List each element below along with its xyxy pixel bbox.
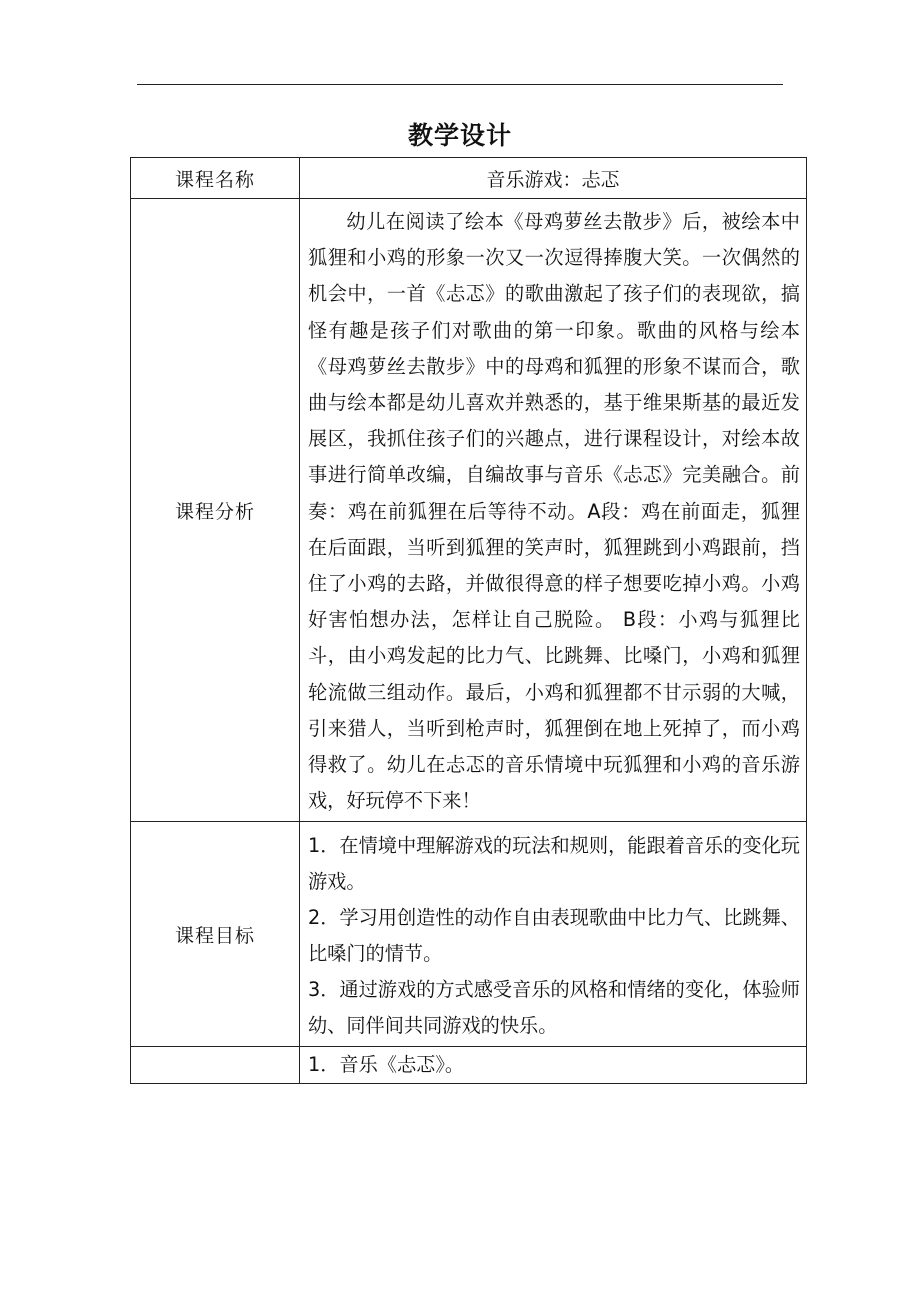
course-goals-list bbox=[300, 822, 806, 1046]
course-materials-cell bbox=[300, 1047, 807, 1084]
course-goals-label: 课程目标 bbox=[131, 822, 300, 1047]
course-materials-row bbox=[131, 1047, 807, 1084]
goal-item: 1．在情境中理解游戏的玩法和规则，能跟着音乐的变化玩游戏。 bbox=[308, 834, 800, 894]
course-goals-row bbox=[131, 822, 807, 1047]
document-title: 教学设计 bbox=[407, 121, 512, 150]
course-name-value: 音乐游戏：忐忑 bbox=[300, 158, 807, 199]
course-analysis-row bbox=[131, 199, 807, 822]
header-rule bbox=[137, 84, 783, 85]
goal-item: 3．通过游戏的方式感受音乐的风格和情绪的变化，体验师幼、同伴间共同游戏的快乐。 bbox=[308, 978, 800, 1038]
course-goals-cell bbox=[300, 822, 807, 1047]
course-analysis-label: 课程分析 bbox=[131, 199, 300, 822]
material-item: 1．音乐《忐忑》。 bbox=[308, 1053, 465, 1077]
goal-item: 2．学习用创造性的动作自由表现歌曲中比力气、比跳舞、比嗓门的情节。 bbox=[308, 906, 800, 966]
course-name-row bbox=[131, 158, 807, 199]
lesson-design-table bbox=[130, 157, 807, 1084]
course-analysis-cell bbox=[300, 199, 807, 822]
course-analysis-text: 幼儿在阅读了绘本《母鸡萝丝去散步》后，被绘本中狐狸和小鸡的形象一次又一次逗得捧腹大笑。一次偶然的机会中，一首《忐忑》的歌曲激起了孩子们的表现欲，搞怪有趣是孩子们对歌曲的第一印象。歌曲的风格与绘本《母鸡萝丝去散步》中的母鸡和狐狸的形象不谋而合，歌曲与绘本都是幼儿喜欢并熟悉的，基于维果斯基的最近发展区，我抓住孩子们的兴趣点，进行课程设计，对绘本故事进行简单改编，自编故事与音乐《忐忑》完美融合。前奏：鸡在前狐狸在后等待不动。A段：鸡在前面走，狐狸在后面跟，当听到狐狸的笑声时，狐狸跳到小鸡跟前，挡住了小鸡的去路，并做很得意的样子想要吃掉小鸡。小鸡好害怕想办法，怎样让自己脱险。 B段：小鸡与狐狸比斗，由小鸡发起的比力气、比跳舞、比嗓门，小鸡和狐狸轮流做三组动作。最后，小鸡和狐狸都不甘示弱的大喊，引来猎人，当听到枪声时，狐狸倒在地上死掉了，而小鸡得救了。幼儿在忐忑的音乐情境中玩狐狸和小鸡的音乐游戏，好玩停不下来！ bbox=[308, 210, 800, 813]
course-name-label: 课程名称 bbox=[131, 158, 300, 199]
course-materials-label bbox=[131, 1047, 300, 1084]
